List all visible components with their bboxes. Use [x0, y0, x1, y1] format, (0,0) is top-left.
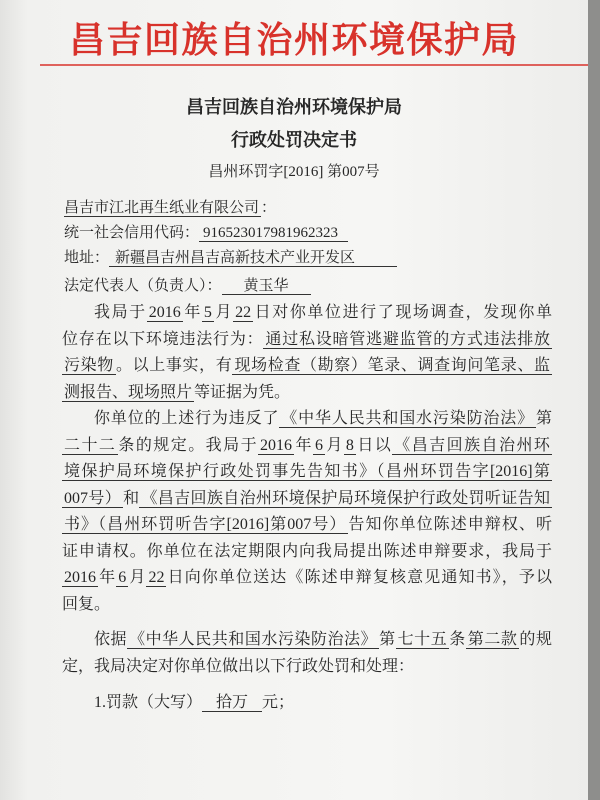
filled-in-text: 现场检查（勘察）笔录、调查询问笔录、监	[234, 357, 550, 374]
filled-in-text: 七十五	[397, 631, 448, 648]
text-segment: 条的规定。我局于	[118, 436, 259, 454]
text-segment: 日以	[355, 436, 393, 454]
filled-in-text: 22	[235, 304, 252, 321]
text-line	[62, 592, 552, 619]
text-segment: 第	[535, 410, 552, 427]
filled-in-text: 《中华人民共和国水污染防治法》	[281, 410, 534, 427]
decision-body	[62, 300, 552, 717]
text-segment: 回复。	[62, 595, 111, 613]
document-title: 行政处罚决定书	[231, 130, 357, 150]
document-number: 昌州环罚字[2016] 第007号	[208, 164, 380, 180]
recipient-company: 昌吉市江北再生纸业有限公司	[64, 200, 260, 216]
text-segment: 和	[123, 489, 140, 507]
representative-value: 黄玉华	[222, 278, 311, 295]
filled-in-text: 2016	[260, 436, 293, 454]
filled-in-text: 书》（昌州环罚听告字[2016]第007号）	[64, 516, 347, 533]
body-paragraphs	[62, 300, 552, 680]
text-segment: 依据	[94, 631, 128, 648]
text-line	[62, 327, 552, 354]
filled-in-text: 6	[314, 436, 323, 454]
credit-code-value: 916523017981962323	[199, 225, 348, 242]
text-line	[62, 654, 552, 681]
text-segment: 月	[324, 436, 344, 454]
filled-in-text: 《昌吉回族自治州环境保护局环境保护行政处罚听证告知	[141, 489, 550, 507]
text-line	[62, 627, 552, 654]
text-segment: 证申请权。你单位在法定期限内向我局提出陈述申辩要求，我局于	[62, 542, 552, 560]
text-segment: 告知你单位陈述申辩权、听	[348, 516, 552, 533]
text-segment: 日向你单位送达《陈述申辩复核意见通知书》，予以	[166, 569, 552, 586]
address-line	[64, 248, 397, 268]
letterhead-title: 昌吉回族自治州环境保护局	[68, 19, 519, 61]
filled-in-text: 6	[118, 569, 127, 586]
filled-in-text: 8	[345, 436, 354, 454]
credit-code-line	[64, 223, 348, 243]
paragraph	[62, 300, 552, 406]
filled-in-text: 通过私设暗管逃避监管的方式违法排放	[265, 330, 550, 348]
filled-in-text: 《中华人民共和国水污染防治法》	[129, 631, 378, 648]
text-line	[62, 690, 552, 717]
text-segment: 你单位的上述行为违反了	[94, 410, 280, 427]
text-line	[62, 380, 552, 407]
filled-in-text: 2016	[64, 569, 96, 586]
filled-in-text: 境保护局环境保护行政处罚事先告知书》（昌州环罚告字[2016]第	[64, 463, 550, 480]
text-segment: 第	[379, 631, 396, 648]
text-line	[62, 486, 552, 513]
text-line	[62, 565, 552, 592]
text-line	[62, 300, 552, 327]
filled-in-text: 二十二	[64, 436, 117, 454]
text-line	[62, 459, 552, 486]
recipient-company-line	[64, 198, 276, 218]
address-label: 地址：	[64, 250, 110, 266]
text-segment: 我局于	[94, 304, 147, 321]
representative-line	[64, 276, 311, 296]
credit-code-label: 统一社会信用代码：	[64, 225, 200, 241]
paragraph	[62, 406, 552, 618]
decision-item	[62, 690, 552, 717]
address-value: 新疆昌吉州昌吉高新技术产业开发区	[109, 250, 397, 267]
company-colon: ：	[261, 200, 277, 216]
filled-in-text: 测报告、现场照片	[64, 383, 193, 401]
letterhead-red-rule	[40, 64, 588, 66]
text-segment: 年	[182, 304, 202, 321]
text-line	[62, 433, 552, 460]
filled-in-text: 2016	[148, 304, 181, 321]
text-line	[62, 539, 552, 566]
decision-items	[62, 690, 552, 717]
text-segment: 的规	[519, 631, 552, 648]
text-segment: 位存在以下环境违法行为：	[62, 330, 264, 348]
text-segment: 月	[213, 304, 234, 321]
text-segment: 元；	[262, 694, 295, 711]
text-line	[62, 353, 552, 380]
paragraph	[62, 627, 552, 680]
text-segment: 定，我局决定对你单位做出以下行政处罚和处理：	[62, 657, 415, 675]
text-segment: 。以上事实，有	[115, 357, 233, 374]
filled-in-text: 《昌吉回族自治州环	[394, 436, 550, 454]
filled-in-text: 22	[148, 569, 165, 586]
text-line	[62, 512, 552, 539]
text-segment: 日对你单位进行了现场调查，发现你单	[253, 304, 552, 321]
filled-in-text: 第二款	[467, 631, 518, 648]
representative-label: 法定代表人（负责人）：	[64, 278, 222, 294]
text-segment: 1.罚款（大写）	[94, 694, 203, 711]
text-line	[62, 406, 552, 433]
issuer-name: 昌吉回族自治州环境保护局	[186, 97, 402, 117]
text-segment: 条	[449, 631, 466, 648]
filled-in-text: 007号）	[64, 489, 122, 507]
filled-in-text: 5	[203, 304, 212, 321]
text-segment: 等证据为凭。	[194, 383, 291, 401]
filled-in-text: 拾万	[202, 694, 262, 712]
text-segment: 年	[98, 569, 117, 586]
text-segment: 年	[294, 436, 313, 454]
filled-in-text: 污染物	[64, 357, 114, 374]
text-segment: 月	[128, 569, 147, 586]
